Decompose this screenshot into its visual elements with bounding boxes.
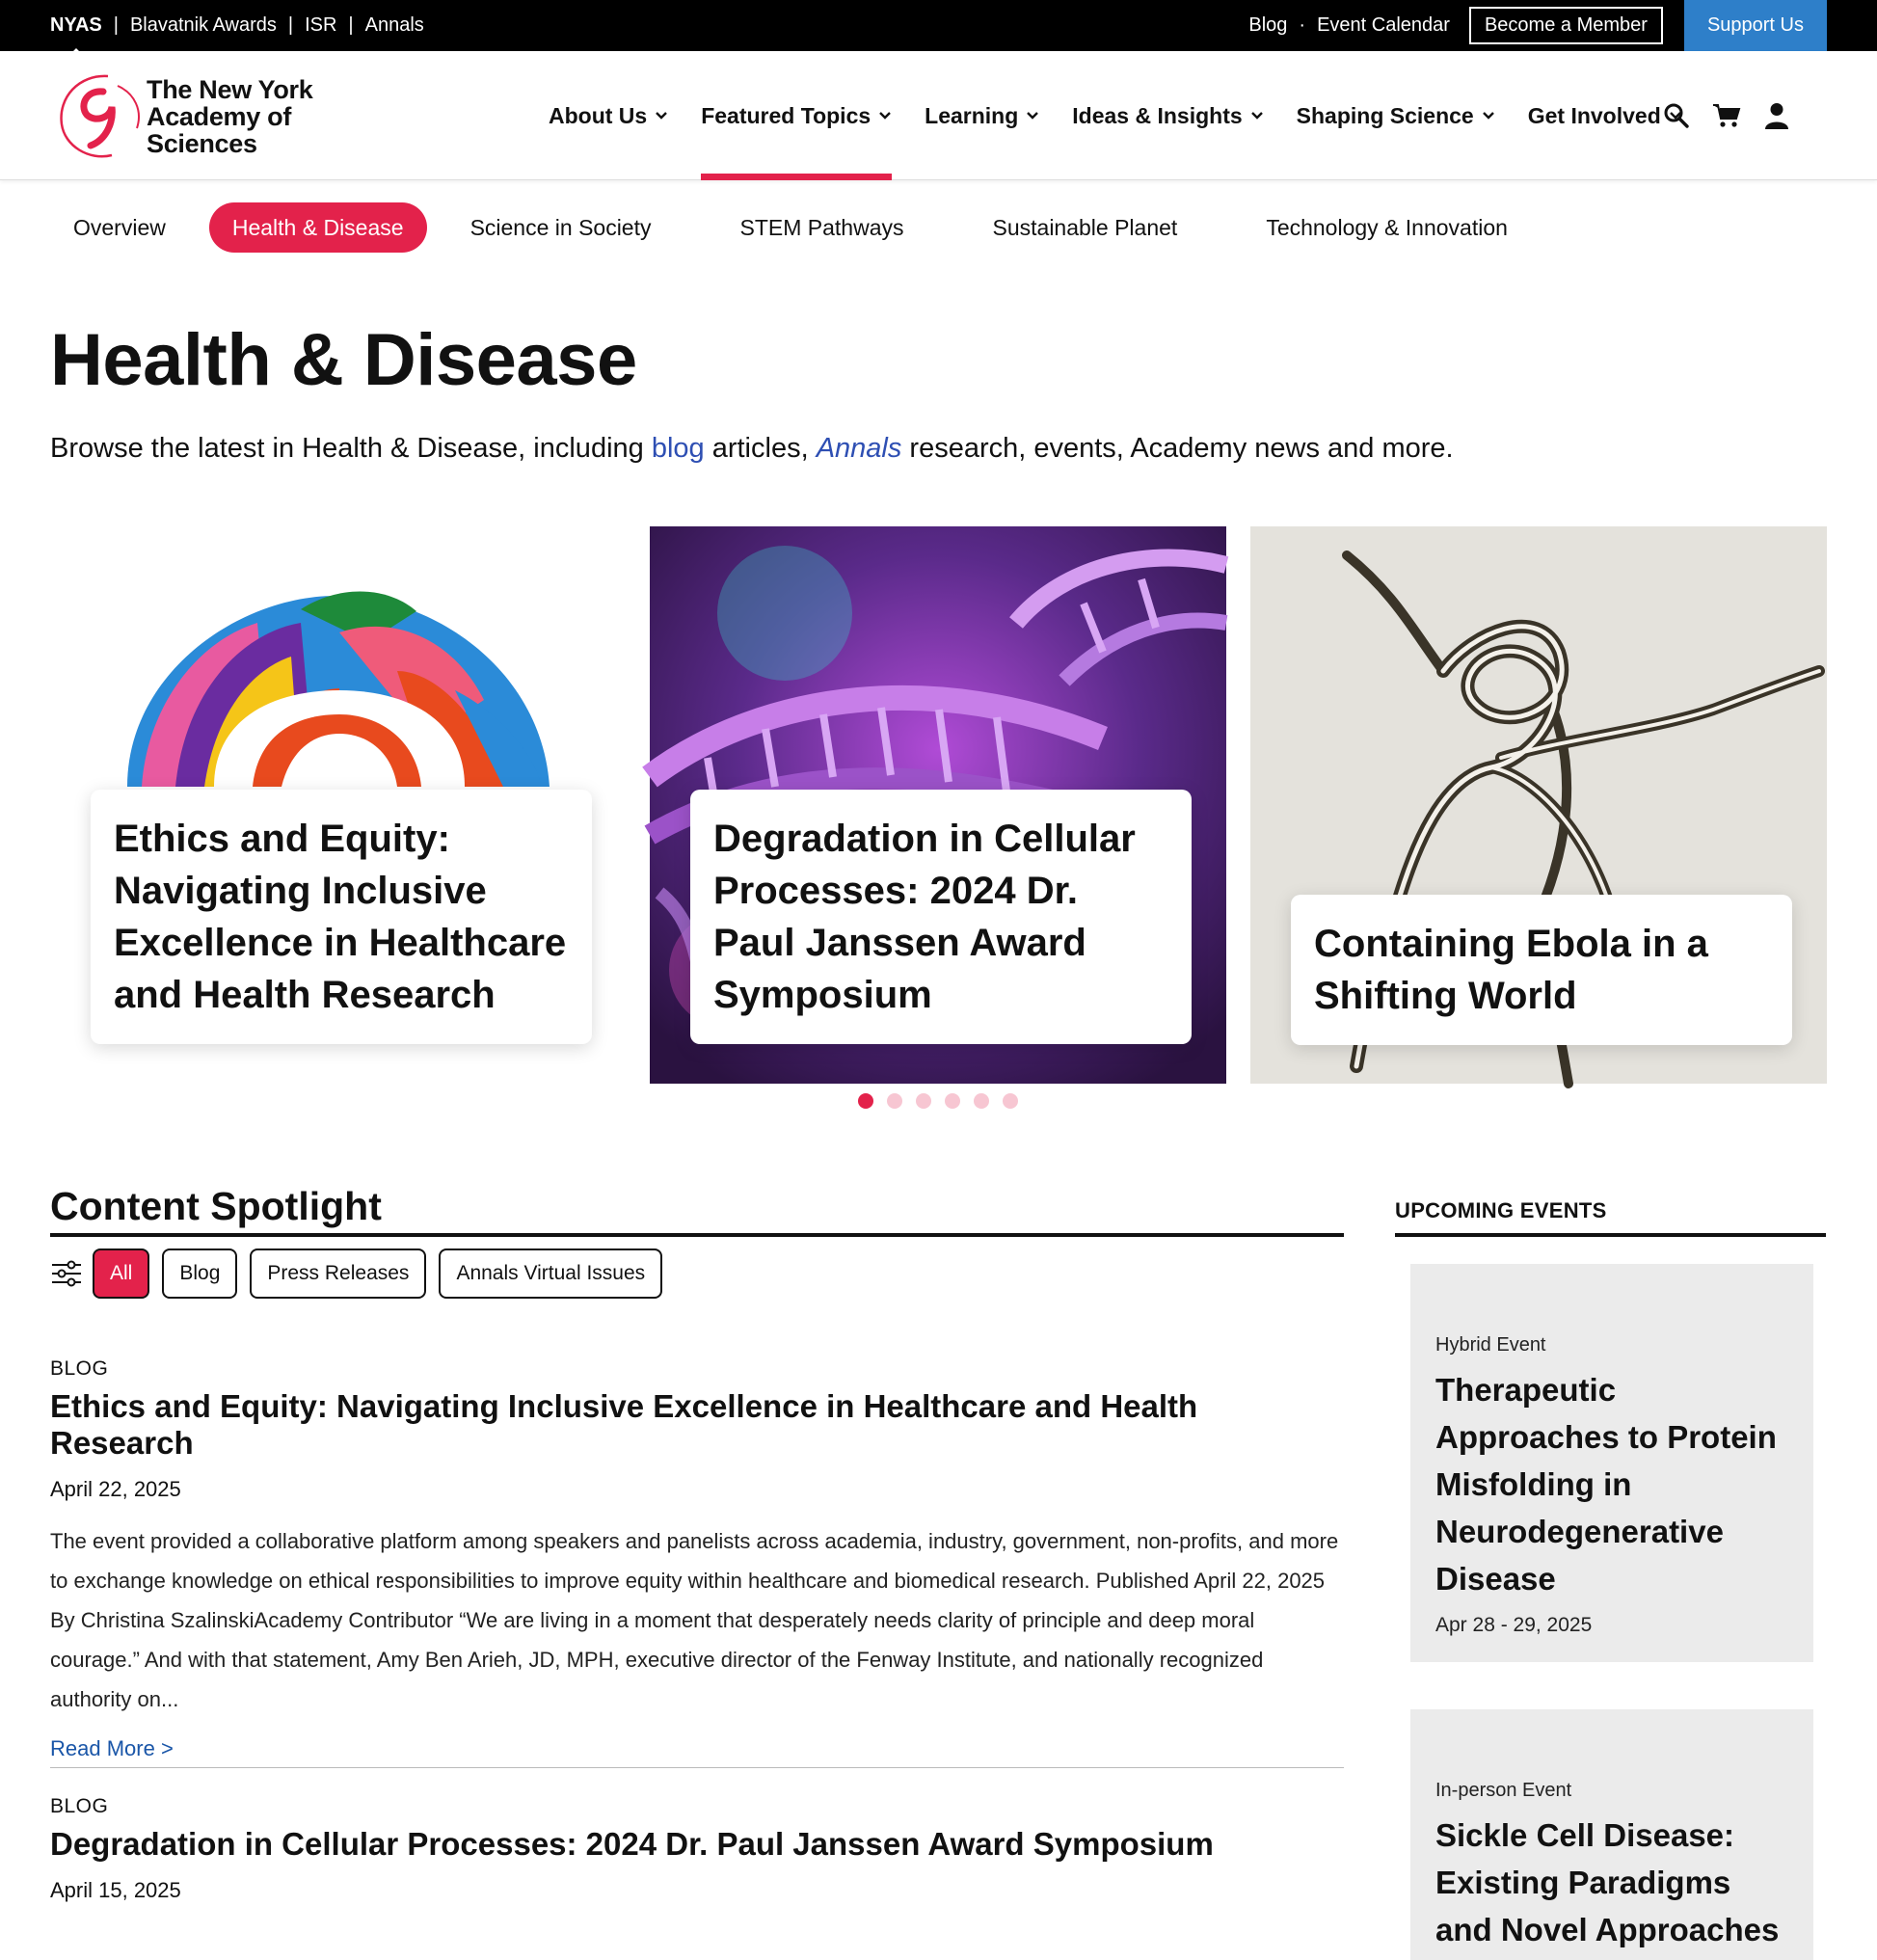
subnav-stem-pathways[interactable]: STEM Pathways bbox=[739, 214, 904, 240]
utility-link-blavatnik[interactable]: Blavatnik Awards bbox=[129, 14, 277, 36]
nav-ideas-insights[interactable] bbox=[1072, 51, 1263, 180]
filter-blog[interactable]: Blog bbox=[162, 1248, 237, 1299]
divider bbox=[50, 1233, 1344, 1237]
slide-title-card[interactable]: Containing Ebola in a Shifting World bbox=[1291, 895, 1792, 1045]
carousel-slide[interactable] bbox=[1250, 526, 1827, 1084]
search-icon[interactable] bbox=[1662, 101, 1691, 130]
nav-label: About Us bbox=[549, 102, 648, 128]
subnav-overview[interactable]: Overview bbox=[73, 214, 166, 240]
become-member-button[interactable]: Become a Member bbox=[1469, 7, 1663, 44]
filter-all[interactable]: All bbox=[93, 1248, 149, 1299]
carousel-dot[interactable] bbox=[858, 1093, 873, 1109]
intro-blog-link[interactable]: blog bbox=[651, 433, 705, 464]
event-title[interactable]: Sickle Cell Disease: Existing Paradigms and Novel Approaches bbox=[1435, 1817, 1780, 1947]
upcoming-events-heading: UPCOMING EVENTS bbox=[1395, 1198, 1607, 1222]
slide-title-card[interactable]: Ethics and Equity: Navigating Inclusive Excellence in Healthcare and Health Research bbox=[91, 790, 592, 1044]
divider bbox=[1395, 1233, 1826, 1237]
nav-featured-topics[interactable] bbox=[701, 51, 892, 180]
nav-learning[interactable] bbox=[925, 51, 1039, 180]
intro-annals-link[interactable]: Annals bbox=[816, 433, 902, 464]
article-title[interactable]: Ethics and Equity: Navigating Inclusive Excellence in Healthcare and Health Research bbox=[50, 1388, 1198, 1461]
divider bbox=[50, 1767, 1344, 1768]
article-excerpt: The event provided a collaborative platform among speakers and panelists across academia, industry, government, non-profits, and more to exchange knowledge on ethical responsibilities to improve equity within healthcare and biomedical research. Published April 22, 2025 By Christina SzalinskiAcademy Contributor “We are living in a moment that desperately needs clarity of principle and deep moral courage.” And with that statement, Amy Ben Arieh, JD, MPH, executive director of the Fenway Institute, and nationally recognized authority on... bbox=[50, 1529, 1339, 1711]
account-icon[interactable] bbox=[1762, 101, 1791, 130]
logo-line-2: Academy of Sciences bbox=[147, 102, 292, 158]
utility-links bbox=[50, 0, 424, 51]
nav-shaping-science[interactable] bbox=[1297, 51, 1495, 180]
logo-line-1: The New York bbox=[147, 75, 313, 104]
nav-label: Featured Topics bbox=[701, 102, 871, 128]
utility-link-event-calendar[interactable]: Event Calendar bbox=[1317, 14, 1450, 36]
subnav-science-in-society[interactable]: Science in Society bbox=[469, 214, 652, 240]
subnav-health-disease[interactable]: Health & Disease bbox=[209, 202, 427, 253]
carousel-dot[interactable] bbox=[974, 1093, 989, 1109]
chevron-down-icon bbox=[1250, 109, 1264, 122]
chevron-down-icon bbox=[878, 109, 892, 122]
utility-link-blog[interactable]: Blog bbox=[1248, 14, 1288, 36]
chevron-down-icon bbox=[1026, 109, 1039, 122]
nav-label: Get Involved bbox=[1527, 102, 1661, 128]
subnav-sustainable-planet[interactable]: Sustainable Planet bbox=[992, 214, 1178, 240]
article-item bbox=[50, 1795, 1344, 1903]
event-card[interactable] bbox=[1410, 1709, 1813, 1960]
carousel-dot[interactable] bbox=[916, 1093, 931, 1109]
content-filters bbox=[50, 1248, 675, 1299]
event-type: Hybrid Event bbox=[1435, 1334, 1546, 1356]
carousel-slide[interactable] bbox=[650, 526, 1226, 1084]
carousel-dot[interactable] bbox=[945, 1093, 960, 1109]
article-date: April 15, 2025 bbox=[50, 1878, 181, 1902]
featured-carousel bbox=[50, 526, 1827, 1084]
content-spotlight-heading: Content Spotlight bbox=[50, 1184, 382, 1228]
filter-annals-virtual-issues[interactable]: Annals Virtual Issues bbox=[439, 1248, 662, 1299]
article-kicker: BLOG bbox=[50, 1357, 109, 1380]
utility-link-annals[interactable]: Annals bbox=[364, 14, 424, 36]
nav-label: Shaping Science bbox=[1296, 102, 1474, 128]
article-title[interactable]: Degradation in Cellular Processes: 2024 Dr. Paul Janssen Award Symposium bbox=[50, 1826, 1214, 1862]
intro-text: articles, bbox=[704, 433, 817, 464]
utility-link-nyas[interactable]: NYAS bbox=[50, 14, 102, 36]
utility-bar bbox=[0, 0, 1877, 51]
logo[interactable] bbox=[50, 68, 397, 165]
support-us-button[interactable]: Support Us bbox=[1684, 0, 1827, 51]
event-date: Apr 28 - 29, 2025 bbox=[1435, 1614, 1593, 1636]
page-intro bbox=[50, 433, 1454, 465]
main-header bbox=[0, 51, 1877, 180]
read-more-link[interactable]: Read More > bbox=[50, 1736, 174, 1760]
primary-nav bbox=[549, 51, 1715, 180]
event-type: In-person Event bbox=[1435, 1780, 1572, 1801]
article-item bbox=[50, 1357, 1344, 1761]
utility-link-isr[interactable]: ISR bbox=[305, 14, 337, 36]
event-card[interactable] bbox=[1410, 1264, 1813, 1662]
filter-press-releases[interactable]: Press Releases bbox=[250, 1248, 426, 1299]
logo-text bbox=[147, 76, 397, 157]
subnav-technology-innovation[interactable]: Technology & Innovation bbox=[1266, 214, 1508, 240]
nav-get-involved[interactable] bbox=[1528, 51, 1682, 180]
slide-title-card[interactable]: Degradation in Cellular Processes: 2024 Dr. Paul Janssen Award Symposium bbox=[690, 790, 1192, 1044]
article-date: April 22, 2025 bbox=[50, 1477, 181, 1501]
carousel-dot[interactable] bbox=[1003, 1093, 1018, 1109]
filter-icon[interactable] bbox=[50, 1257, 83, 1290]
header-icons bbox=[1662, 51, 1812, 180]
carousel-dot[interactable] bbox=[887, 1093, 902, 1109]
intro-text: research, events, Academy news and more. bbox=[901, 433, 1454, 464]
utility-actions bbox=[1248, 0, 1827, 51]
separator: | bbox=[113, 14, 119, 36]
cart-icon[interactable] bbox=[1712, 101, 1741, 130]
nav-label: Ideas & Insights bbox=[1072, 102, 1243, 128]
chevron-down-icon bbox=[655, 109, 668, 122]
chevron-down-icon bbox=[1482, 109, 1495, 122]
page-title: Health & Disease bbox=[50, 319, 637, 401]
topic-subnav bbox=[50, 202, 1551, 253]
event-title[interactable]: Therapeutic Approaches to Protein Misfolding in Neurodegenerative Disease bbox=[1435, 1372, 1777, 1597]
carousel-slide[interactable] bbox=[50, 526, 627, 1084]
intro-text: Browse the latest in Health & Disease, including bbox=[50, 433, 652, 464]
nav-about-us[interactable] bbox=[549, 51, 668, 180]
separator: | bbox=[348, 14, 354, 36]
article-kicker: BLOG bbox=[50, 1795, 109, 1817]
separator: | bbox=[287, 14, 294, 36]
separator-dot: · bbox=[1299, 14, 1306, 36]
carousel-pagination bbox=[858, 1093, 1032, 1109]
nav-label: Learning bbox=[925, 102, 1019, 128]
nyas-logo-icon bbox=[50, 68, 147, 165]
